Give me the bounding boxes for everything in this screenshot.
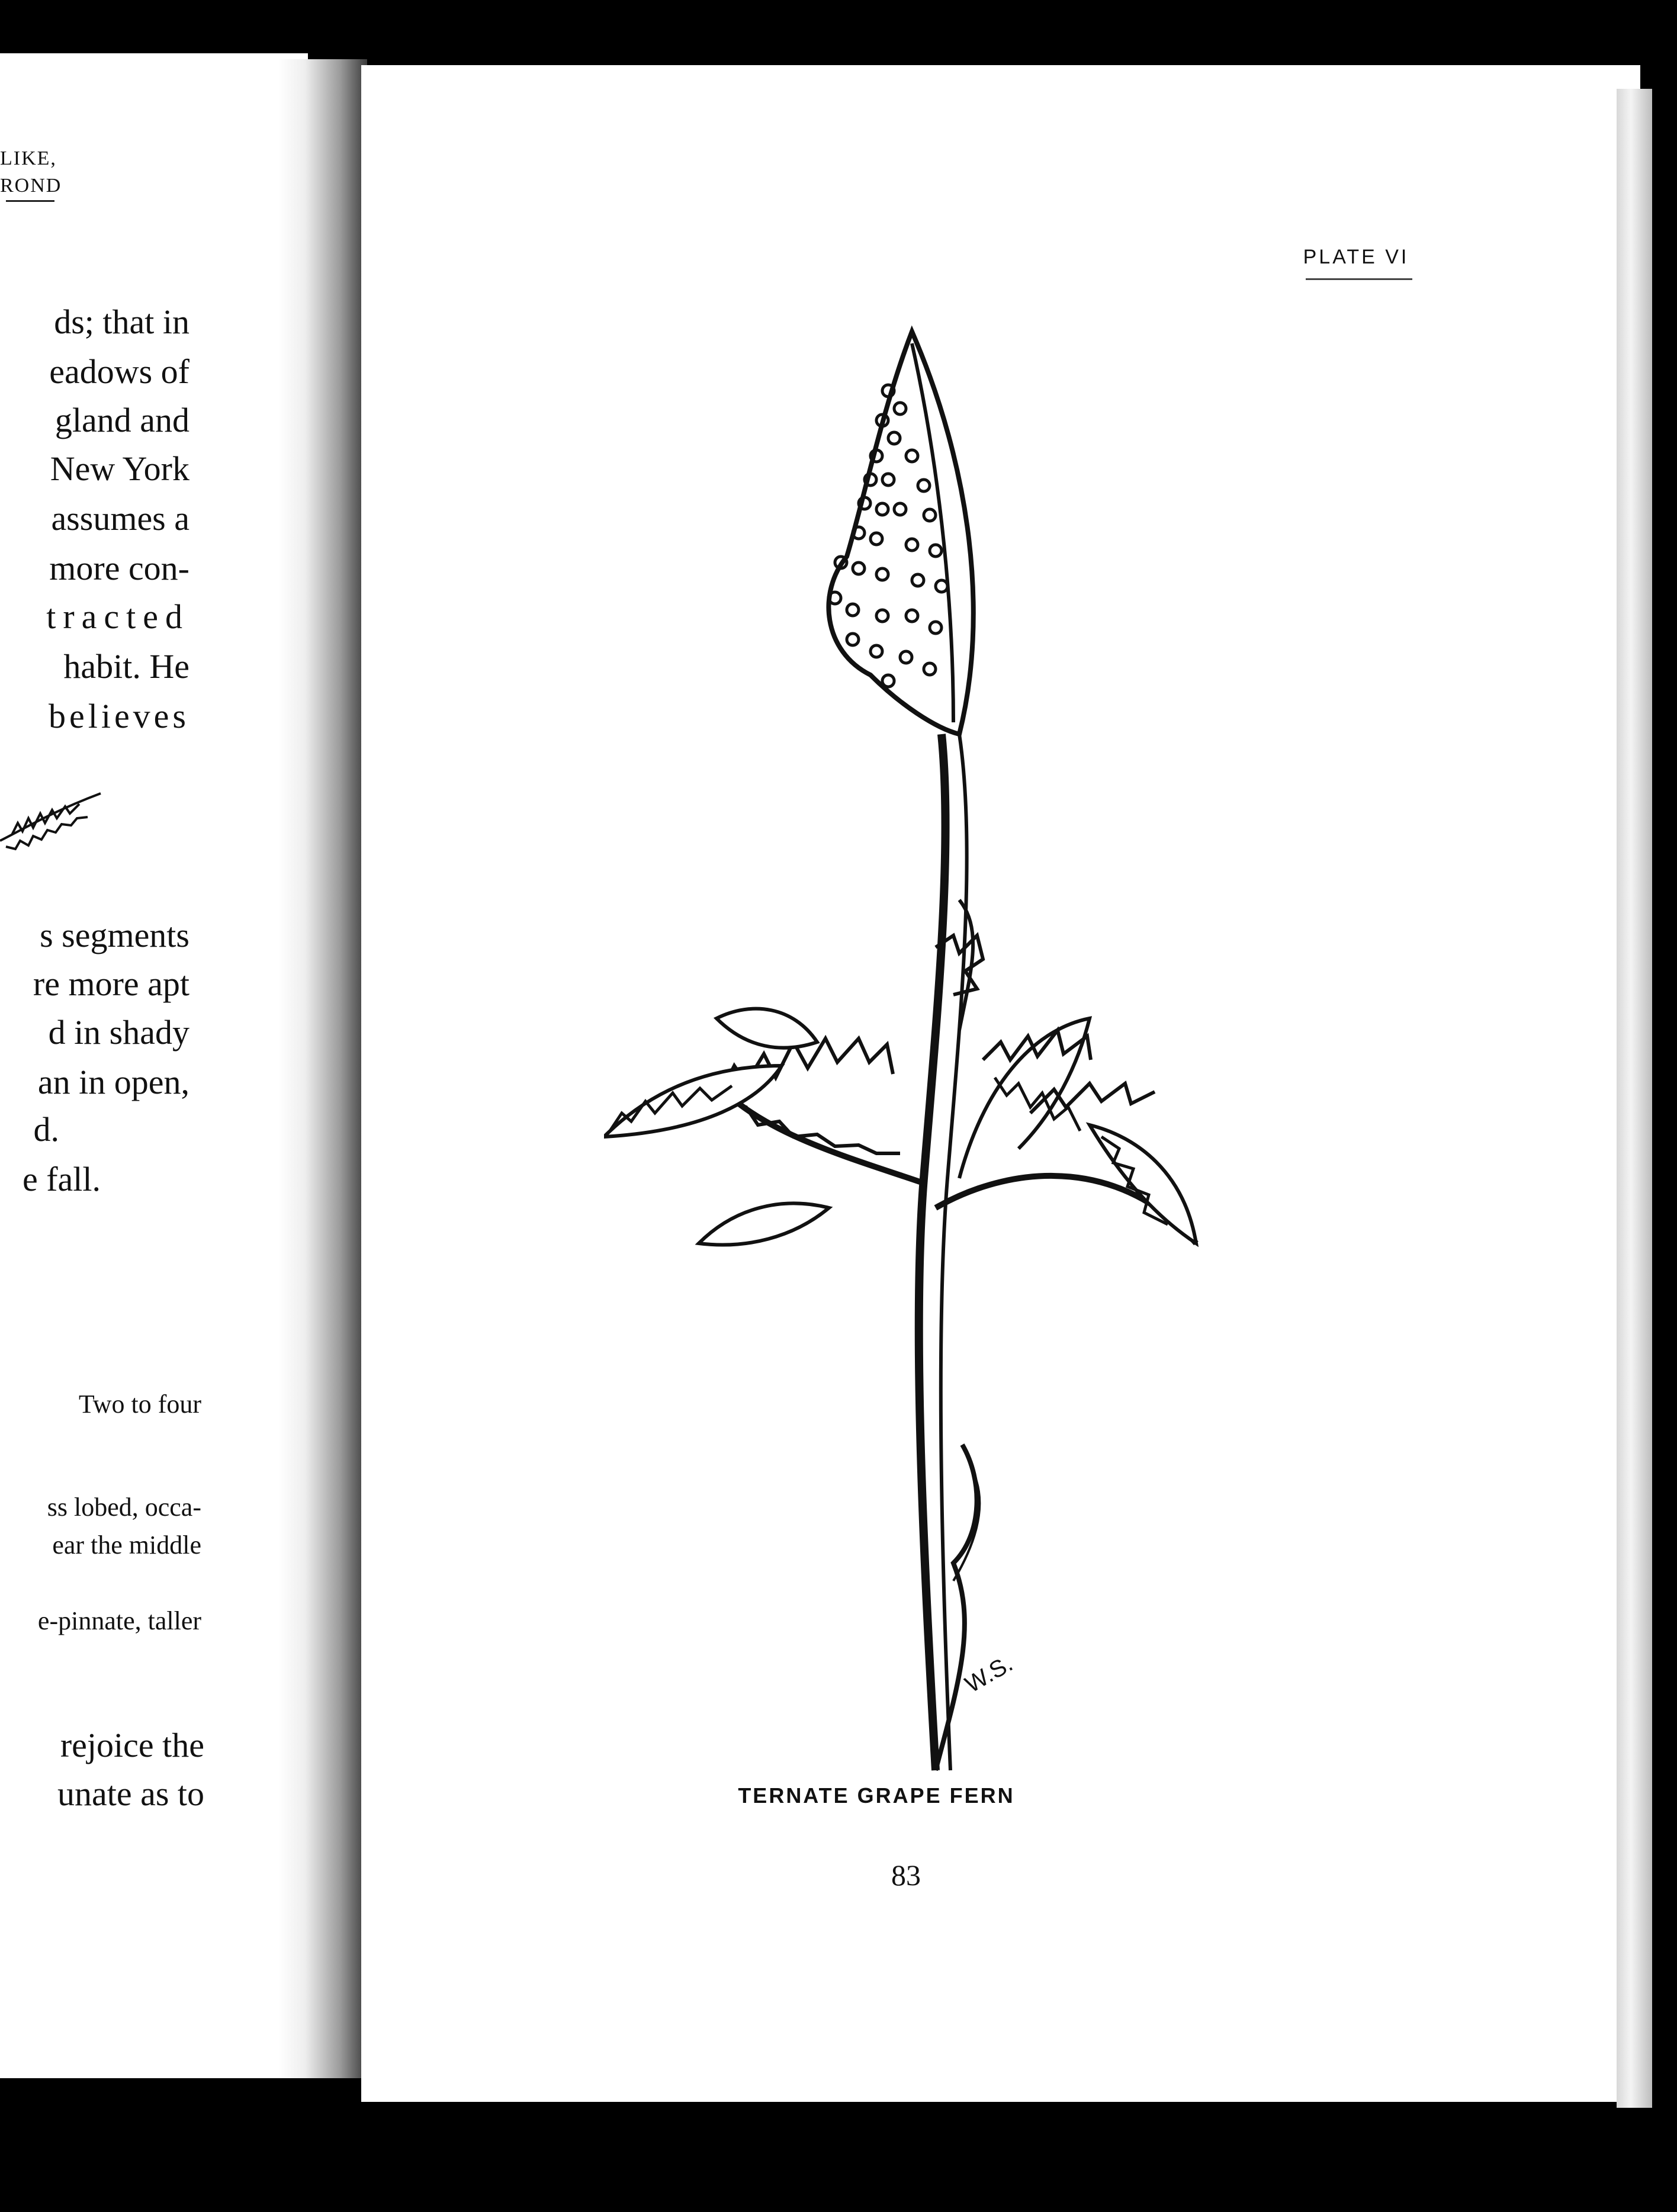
left-body-line: re more apt bbox=[33, 964, 189, 1003]
left-body-line: gland and bbox=[54, 401, 189, 439]
small-fern-illustration bbox=[0, 770, 107, 859]
left-running-header bbox=[0, 145, 62, 200]
left-body-line: unate as to bbox=[57, 1774, 204, 1813]
artist-monogram: W.S. bbox=[960, 1650, 1017, 1698]
left-body-line: e fall. bbox=[22, 1160, 101, 1198]
plate-caption: TERNATE GRAPE FERN bbox=[738, 1783, 1015, 1808]
left-header-rule bbox=[6, 200, 54, 202]
book-gutter-shadow bbox=[278, 59, 367, 2078]
page-number: 83 bbox=[891, 1859, 921, 1892]
left-body-line: believes bbox=[48, 697, 189, 735]
left-header-line: LIKE, bbox=[0, 147, 57, 169]
plate-label-rule bbox=[1306, 278, 1412, 280]
left-body-line: an in open, bbox=[37, 1063, 189, 1101]
left-small-line: ear the middle bbox=[52, 1531, 201, 1560]
left-body-line: rejoice the bbox=[60, 1726, 204, 1764]
left-small-line: Two to four bbox=[78, 1390, 201, 1419]
left-body-line: more con- bbox=[49, 549, 189, 587]
left-body-line: assumes a bbox=[51, 499, 189, 538]
left-small-line: ss lobed, occa- bbox=[47, 1493, 201, 1522]
left-body-line: ds; that in bbox=[54, 303, 189, 341]
left-header-line: ROND bbox=[0, 175, 62, 197]
ternate-grape-fern-illustration bbox=[604, 320, 1267, 1788]
left-small-line: e-pinnate, taller bbox=[37, 1606, 201, 1635]
left-body-line: eadows of bbox=[49, 352, 189, 391]
left-body-line: s segments bbox=[40, 916, 189, 954]
left-body-line: New York bbox=[50, 449, 189, 488]
left-body-line: tracted bbox=[46, 597, 189, 636]
left-body-line: d. bbox=[33, 1110, 59, 1149]
plate-label: PLATE VI bbox=[1303, 246, 1409, 268]
page-edge bbox=[1617, 89, 1652, 2108]
left-body-line: habit. He bbox=[63, 647, 189, 686]
left-body-line: d in shady bbox=[48, 1013, 189, 1052]
